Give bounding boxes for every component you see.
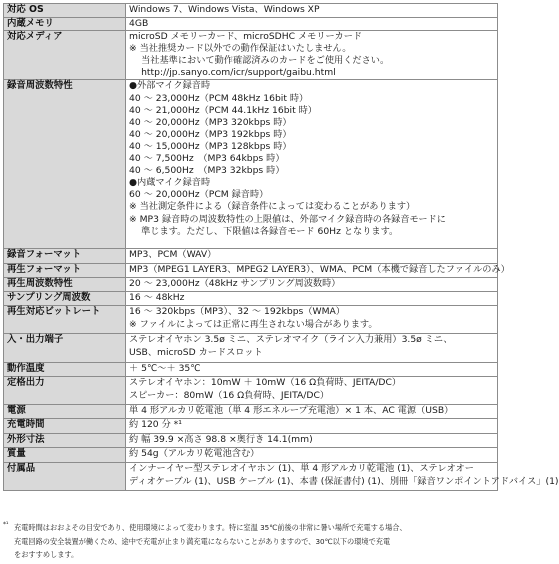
spec-value-line: 60 ～ 20,000Hz（PCM 録音時） <box>129 189 269 201</box>
spec-value-line: ●外部マイク録音時 <box>129 80 211 92</box>
spec-value <box>126 377 498 405</box>
spec-label: 録音フォーマット <box>4 249 126 264</box>
spec-value-line: ※ ファイルによっては正常に再生されない場合があります。 <box>129 318 378 330</box>
spec-row <box>4 419 498 434</box>
spec-row <box>4 377 498 405</box>
spec-value <box>126 264 510 278</box>
spec-value-line: 当社基準において動作確認済みのカードをご使用ください。 <box>129 55 390 67</box>
spec-row <box>4 334 498 363</box>
spec-row <box>4 264 498 278</box>
spec-row <box>4 463 498 491</box>
footnote <box>3 521 500 562</box>
spec-value-line: 16 ～ 320kbps（MP3）、32 ～ 192kbps（WMA） <box>129 306 345 318</box>
spec-row <box>4 31 498 80</box>
spec-value-line: ステレオイヤホン 3.5ø ミニ、ステレオマイク（ライン入力兼用）3.5ø ミニ、 <box>129 334 453 346</box>
spec-value-line: 40 ～ 20,000Hz（MP3 192kbps 時） <box>129 128 292 140</box>
spec-table-body <box>4 4 559 491</box>
footnote-text <box>3 521 500 562</box>
spec-value-line: 約 幅 39.9 ×高さ 98.8 ×奥行き 14.1(mm) <box>129 434 313 446</box>
spec-value <box>126 31 498 80</box>
spec-value-line: 40 ～ 6,500Hz （MP3 32kbps 時） <box>129 165 285 177</box>
spec-value <box>126 80 498 249</box>
spec-table <box>3 3 559 491</box>
spec-value-line: 準じます。ただし、下限値は各録音モード 60Hz となります。 <box>129 225 399 237</box>
spec-value-line: 4GB <box>129 18 149 29</box>
footnote-line: 充電回路の安全装置が働くため、途中で充電が止まり満充電にならないことがありますので、30℃以下の環境で充電 <box>14 536 391 546</box>
spec-value-line: ※ 当社推奨カード以外での動作保証はいたしません。 <box>129 43 352 55</box>
spec-value-line: 20 ～ 23,000Hz（48kHz サンプリング周波数時） <box>129 278 341 290</box>
spec-value-line: microSD メモリーカード、microSDHC メモリーカード <box>129 31 363 43</box>
spec-value-line: 約 120 分 *¹ <box>129 419 182 431</box>
spec-value-line: USB、microSD カードスロット <box>129 346 263 358</box>
spec-label: 定格出力 <box>4 377 126 405</box>
spec-label: 内蔵メモリ <box>4 18 126 31</box>
spec-label: 外形寸法 <box>4 434 126 448</box>
spec-value-line: ※ MP3 録音時の周波数特性の上限値は、外部マイク録音時の各録音モードに <box>129 213 446 225</box>
footnote-mark: *¹ <box>3 521 9 528</box>
spec-row <box>4 306 498 334</box>
spec-value-line: 16 ～ 48kHz <box>129 292 185 304</box>
spec-label: 対応メディア <box>4 31 126 80</box>
spec-label: 再生周波数特性 <box>4 278 126 292</box>
spec-row <box>4 405 498 419</box>
spec-value <box>126 448 498 463</box>
footnote-line: をおすすめします。 <box>14 550 79 559</box>
spec-row <box>4 434 498 448</box>
spec-label: 充電時間 <box>4 419 126 434</box>
spec-value-line: 単 4 形アルカリ乾電池（単 4 形エネループ充電池）× 1 本、AC 電源（USB） <box>129 405 454 417</box>
spec-value-line: 40 ～ 20,000Hz（MP3 320kbps 時） <box>129 116 292 128</box>
spec-row <box>4 292 498 306</box>
spec-row <box>4 448 498 463</box>
spec-row <box>4 249 498 264</box>
spec-value-line: 40 ～ 23,000Hz（PCM 48kHz 16bit 時） <box>129 92 309 104</box>
spec-value-line: 40 ～ 15,000Hz（MP3 128kbps 時） <box>129 140 292 152</box>
spec-label: 再生対応ビットレート <box>4 306 126 334</box>
spec-value-line: 40 ～ 21,000Hz（PCM 44.1kHz 16bit 時） <box>129 104 317 116</box>
spec-value <box>126 306 498 334</box>
spec-value <box>126 405 498 419</box>
spec-label: サンプリング周波数 <box>4 292 126 306</box>
spec-value-line: ディオケーブル (1)、USB ケーブル (1)、本書 (保証書付) (1)、別冊「録音ワンポイントアドバイス」(1) <box>129 475 559 487</box>
spec-value-line: ※ 当社測定条件による（録音条件によっては変わることがあります） <box>129 201 416 213</box>
spec-label: 動作温度 <box>4 363 126 377</box>
spec-value <box>126 363 498 377</box>
spec-label: 対応 OS <box>4 4 126 18</box>
spec-label: 入・出力端子 <box>4 334 126 363</box>
spec-value-line: ●内蔵マイク録音時 <box>129 177 211 189</box>
spec-value-line: 40 ～ 7,500Hz （MP3 64kbps 時） <box>129 153 285 165</box>
spec-value-line: MP3（MPEG1 LAYER3、MPEG2 LAYER3）、WMA、PCM（本機で録音したファイルのみ） <box>129 264 510 276</box>
spec-value-line: 約 54g（アルカリ乾電池含む） <box>129 448 260 460</box>
spec-row <box>4 278 498 292</box>
spec-value-line: インナーイヤー型ステレオイヤホン (1)、単 4 形アルカリ乾電池 (1)、ステレオオー <box>129 463 474 475</box>
spec-value-line: ＋ 5℃～＋ 35℃ <box>129 363 201 375</box>
spec-label: 質量 <box>4 448 126 463</box>
spec-row <box>4 4 498 18</box>
spec-value <box>126 278 498 292</box>
spec-value <box>126 249 498 264</box>
spec-value <box>126 18 498 31</box>
spec-value-line: http://jp.sanyo.com/icr/support/gaibu.html <box>129 67 336 79</box>
spec-value <box>126 4 498 18</box>
spec-row <box>4 18 498 31</box>
spec-value-line: スピーカー：80mW（16 Ω負荷時、JEITA/DC） <box>129 389 330 401</box>
spec-value <box>126 292 498 306</box>
spec-label: 録音周波数特性 <box>4 80 126 249</box>
spec-value-line: MP3、PCM（WAV） <box>129 249 217 261</box>
spec-value-line: ステレオイヤホン：10mW ＋ 10mW（16 Ω負荷時、JEITA/DC） <box>129 377 402 389</box>
footnote-line: 充電時間はおおよその目安であり、使用環境によって変わります。特に室温 35℃前後の非常に暑い場所で充電する場合、 <box>14 523 407 532</box>
spec-row <box>4 363 498 377</box>
spec-value <box>126 463 559 491</box>
spec-row <box>4 80 498 249</box>
spec-label: 電源 <box>4 405 126 419</box>
spec-label: 付属品 <box>4 463 126 491</box>
spec-value-line: Windows 7、Windows Vista、Windows XP <box>129 4 320 15</box>
spec-value <box>126 419 498 434</box>
spec-value <box>126 434 498 448</box>
spec-value <box>126 334 498 363</box>
spec-label: 再生フォーマット <box>4 264 126 278</box>
